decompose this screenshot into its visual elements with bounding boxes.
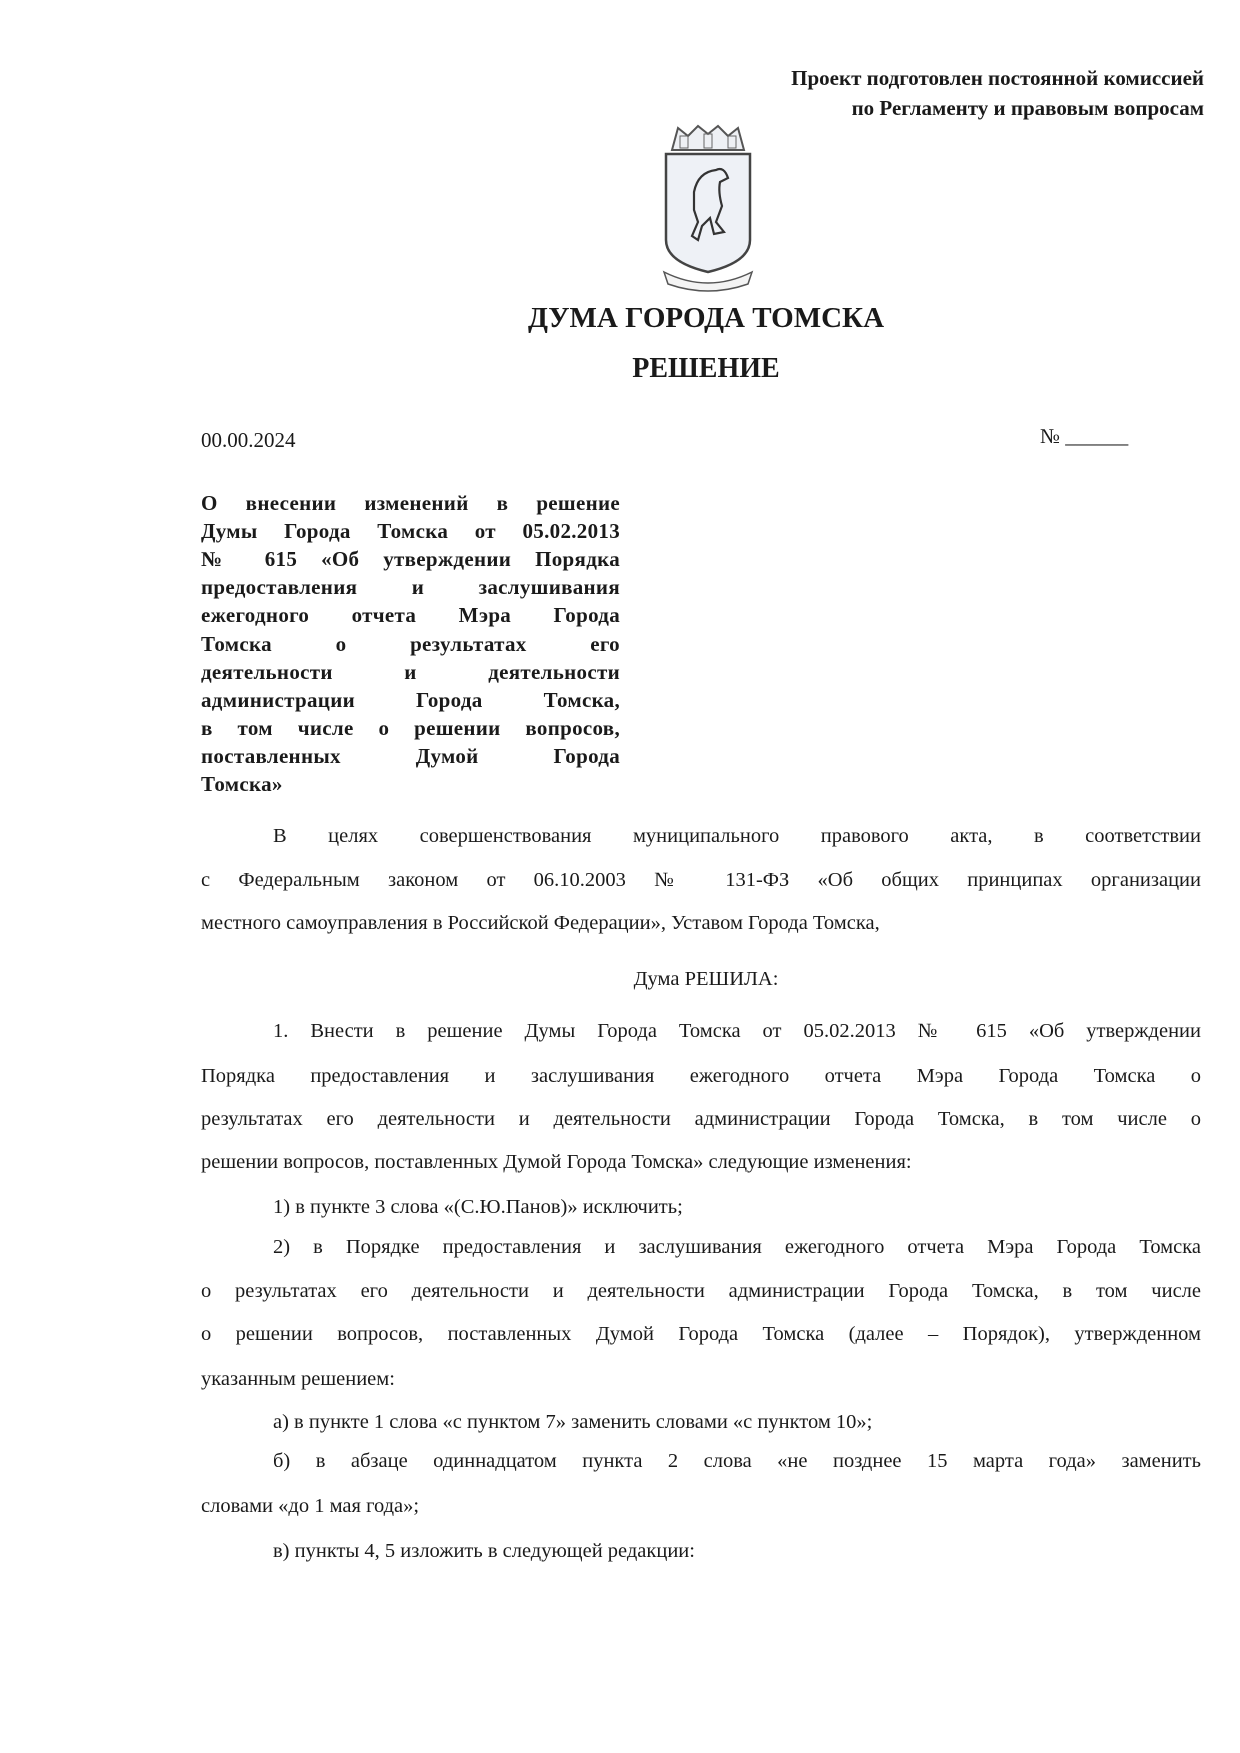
header-line-1: Проект подготовлен постоянной комиссией	[791, 66, 1204, 90]
resolved-heading: Дума РЕШИЛА:	[633, 968, 779, 990]
title-line: Томска»	[201, 772, 283, 796]
header-line-2: по Регламенту и правовым вопросам	[851, 96, 1204, 120]
text-line: В целях совершенствования муниципального правового акта, в соответствии	[273, 825, 1201, 847]
text-line: результатах его деятельности и деятельности администрации Города Томска, в том числе о	[201, 1108, 1201, 1130]
title-line: № 615 «Об утверждении Порядка	[201, 547, 620, 571]
text-line: местного самоуправления в Российской Федерации», Уставом Города Томска,	[201, 912, 880, 934]
title-line: в том числе о решении вопросов,	[201, 716, 620, 740]
text-line: решении вопросов, поставленных Думой Города Томска» следующие изменения:	[201, 1151, 912, 1173]
item-v: в) пункты 4, 5 изложить в следующей редакции:	[273, 1540, 695, 1562]
text-line: б) в абзаце одиннадцатом пункта 2 слова «не позднее 15 марта года» заменить	[273, 1450, 1201, 1472]
title-line: деятельности и деятельности	[201, 660, 620, 684]
tomsk-coat-of-arms-icon	[658, 122, 758, 292]
document-date: 00.00.2024	[201, 428, 296, 452]
text-line: с Федеральным законом от 06.10.2003 № 131-ФЗ «Об общих принципах организации	[201, 869, 1201, 891]
title-line: Думы Города Томска от 05.02.2013	[201, 519, 620, 543]
text-line: 1. Внести в решение Думы Города Томска от 05.02.2013 № 615 «Об утверждении	[273, 1020, 1201, 1042]
text-line: о решении вопросов, поставленных Думой Города Томска (далее – Порядок), утвержденном	[201, 1323, 1201, 1345]
text-line: указанным решением:	[201, 1368, 395, 1390]
document-type: РЕШЕНИЕ	[632, 353, 780, 384]
subparagraph-1: 1) в пункте 3 слова «(С.Ю.Панов)» исключить;	[273, 1196, 683, 1218]
text-line: Порядка предоставления и заслушивания ежегодного отчета Мэра Города Томска о	[201, 1065, 1201, 1087]
item-a: а) в пункте 1 слова «с пунктом 7» заменить словами «с пунктом 10»;	[273, 1411, 873, 1433]
document-number: № ______	[1040, 424, 1129, 448]
title-line: администрации Города Томска,	[201, 688, 620, 712]
text-line: о результатах его деятельности и деятельности администрации Города Томска, в том числе	[201, 1280, 1201, 1302]
title-line: ежегодного отчета Мэра Города	[201, 603, 620, 627]
title-line: Томска о результатах его	[201, 632, 620, 656]
title-line: предоставления и заслушивания	[201, 575, 620, 599]
text-line: словами «до 1 мая года»;	[201, 1495, 420, 1517]
title-line: поставленных Думой Города	[201, 744, 620, 768]
text-line: 2) в Порядке предоставления и заслушивания ежегодного отчета Мэра Города Томска	[273, 1236, 1201, 1258]
organization-title: ДУМА ГОРОДА ТОМСКА	[527, 302, 885, 334]
title-line: О внесении изменений в решение	[201, 491, 620, 515]
